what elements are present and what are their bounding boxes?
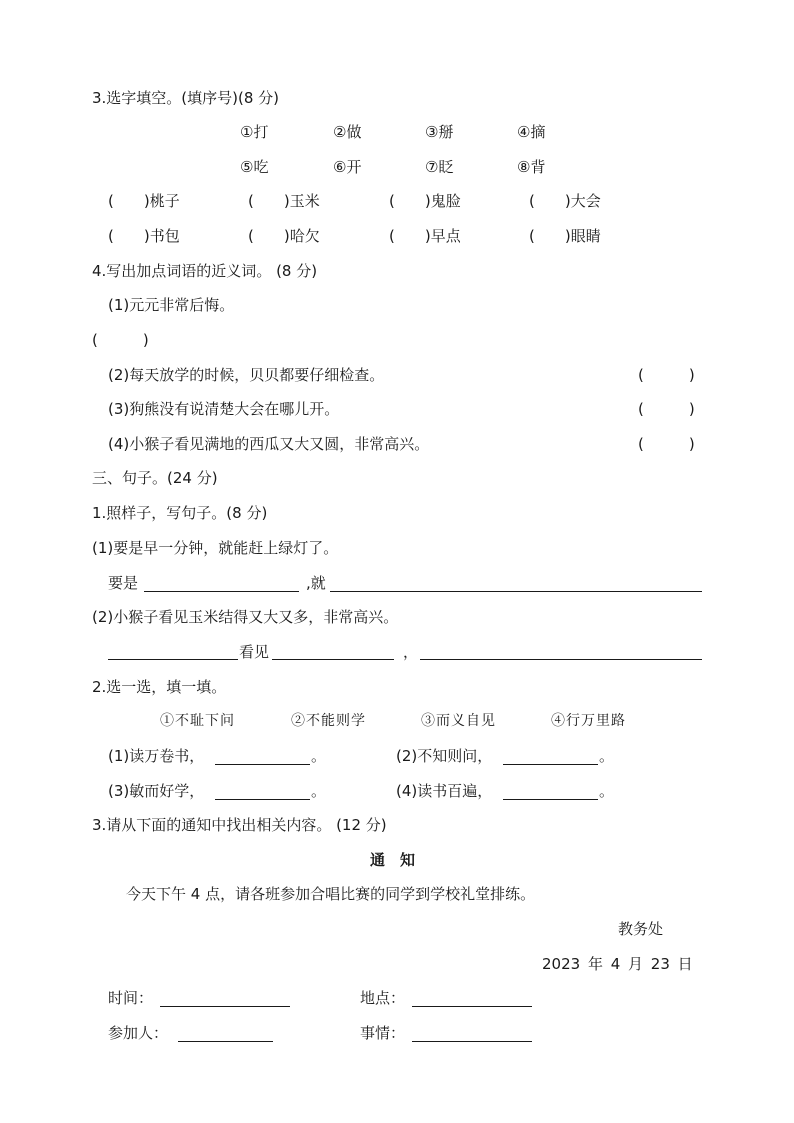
- fill-blank-row2-4[interactable]: ( )眼睛: [529, 227, 601, 245]
- field-matter-label: 事情：: [360, 1024, 406, 1042]
- option-3: ③掰: [425, 123, 454, 141]
- fill-blank-row1-3[interactable]: ( )鬼脸: [389, 192, 461, 210]
- s3-q1-blank-1a[interactable]: [144, 591, 299, 592]
- s3-q2-item-1: (1)读万卷书，: [108, 747, 205, 765]
- s3-q1-example-2: (2)小猴子看见玉米结得又大又多，非常高兴。: [92, 608, 399, 626]
- fill-blank-row2-1[interactable]: ( )书包: [108, 227, 180, 245]
- s3-q2-title: 2.选一选，填一填。: [92, 678, 227, 696]
- s3-q2-item-2: (2)不知则问，: [396, 747, 493, 765]
- field-participants-label: 参加人：: [108, 1024, 169, 1042]
- field-time-label: 时间：: [108, 989, 154, 1007]
- s3-q1-blank-1b[interactable]: [330, 591, 702, 592]
- s3-q1-blank-2a[interactable]: [108, 659, 238, 660]
- s3-q2-blank-3[interactable]: [215, 799, 310, 800]
- s3-q2-blank-4[interactable]: [503, 799, 598, 800]
- field-participants-input[interactable]: [178, 1041, 273, 1042]
- field-place-label: 地点：: [360, 989, 406, 1007]
- q4-item-3: (3)狗熊没有说清楚大会在哪儿开。: [108, 400, 340, 418]
- s3-q1-comma: ，: [403, 643, 419, 661]
- field-time-input[interactable]: [160, 1006, 290, 1007]
- q4-answer-2[interactable]: ( ): [638, 366, 695, 384]
- fill-blank-row1-4[interactable]: ( )大会: [529, 192, 601, 210]
- s3-q1-jiu-label: ,就: [306, 574, 326, 592]
- s3-q2-blank-1[interactable]: [215, 764, 310, 765]
- q4-item-4: (4)小猴子看见满地的西瓜又大又圆，非常高兴。: [108, 435, 430, 453]
- s3-q2-end-4: 。: [599, 782, 615, 800]
- q4-answer-4[interactable]: ( ): [638, 435, 695, 453]
- notice-title: 通 知: [370, 851, 416, 869]
- notice-date: 2023 年 4 月 23 日: [542, 955, 693, 973]
- section3-title: 三、句子。(24 分): [92, 469, 218, 487]
- field-matter-input[interactable]: [412, 1041, 532, 1042]
- s3-q1-example-1: (1)要是早一分钟，就能赶上绿灯了。: [92, 539, 339, 557]
- s3-q2-option-4: ④行万里路: [551, 713, 626, 729]
- field-place-input[interactable]: [412, 1006, 532, 1007]
- q4-answer-1[interactable]: ( ): [92, 331, 149, 349]
- notice-body: 今天下午 4 点，请各班参加合唱比赛的同学到学校礼堂排练。: [126, 885, 536, 903]
- option-1: ①打: [240, 123, 269, 141]
- s3-q2-option-3: ③而义自见: [421, 713, 496, 729]
- q4-title: 4.写出加点词语的近义词。 (8 分): [92, 262, 318, 280]
- s3-q1-blank-2c[interactable]: [420, 659, 702, 660]
- q4-answer-3[interactable]: ( ): [638, 400, 695, 418]
- notice-from: 教务处: [618, 920, 664, 938]
- s3-q1-kanjian-label: 看见: [239, 643, 270, 661]
- s3-q2-item-4: (4)读书百遍，: [396, 782, 493, 800]
- q4-item-1: (1)元元非常后悔。: [108, 296, 235, 314]
- option-4: ④摘: [517, 123, 546, 141]
- s3-q2-end-2: 。: [599, 747, 615, 765]
- s3-q2-blank-2[interactable]: [503, 764, 598, 765]
- option-7: ⑦眨: [425, 158, 454, 176]
- option-5: ⑤吃: [240, 158, 269, 176]
- q3-title: 3.选字填空。(填序号)(8 分): [92, 89, 280, 107]
- option-6: ⑥开: [333, 158, 362, 176]
- s3-q2-option-1: ①不耻下问: [160, 713, 235, 729]
- fill-blank-row1-1[interactable]: ( )桃子: [108, 192, 180, 210]
- fill-blank-row1-2[interactable]: ( )玉米: [248, 192, 320, 210]
- fill-blank-row2-2[interactable]: ( )哈欠: [248, 227, 320, 245]
- s3-q2-item-3: (3)敏而好学，: [108, 782, 205, 800]
- s3-q1-yaoshi-label: 要是: [108, 574, 139, 592]
- fill-blank-row2-3[interactable]: ( )早点: [389, 227, 461, 245]
- s3-q2-option-2: ②不能则学: [291, 713, 366, 729]
- s3-q1-title: 1.照样子，写句子。(8 分): [92, 504, 268, 522]
- s3-q2-end-1: 。: [311, 747, 327, 765]
- s3-q2-end-3: 。: [311, 782, 327, 800]
- s3-q3-title: 3.请从下面的通知中找出相关内容。 (12 分): [92, 816, 387, 834]
- q4-item-2: (2)每天放学的时候，贝贝都要仔细检查。: [108, 366, 385, 384]
- s3-q1-blank-2b[interactable]: [272, 659, 394, 660]
- option-8: ⑧背: [517, 158, 546, 176]
- option-2: ②做: [333, 123, 362, 141]
